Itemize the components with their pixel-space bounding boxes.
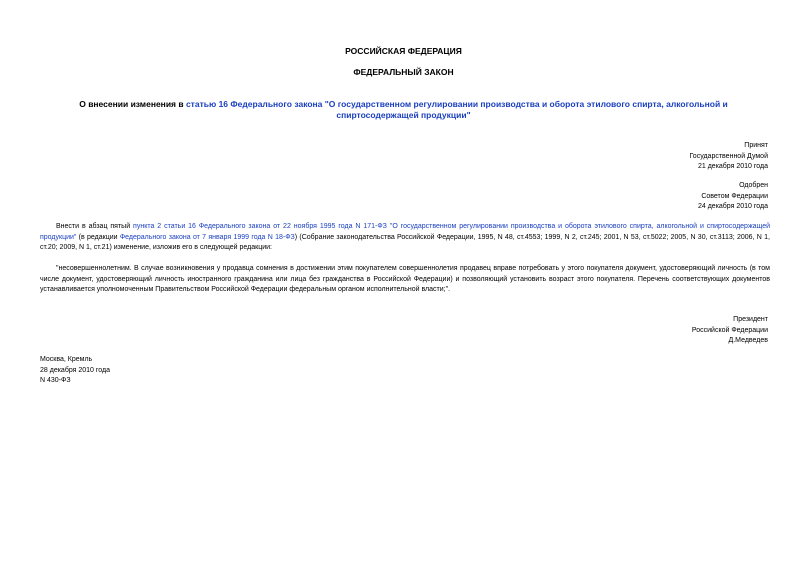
- signature-country: Российской Федерации: [691, 326, 768, 334]
- signature-block: [692, 315, 768, 347]
- law-title-prefix: О внесении изменения в: [79, 99, 186, 109]
- law-title: [40, 99, 767, 121]
- adopted-block: [689, 141, 768, 173]
- federation-heading: РОССИЙСКАЯ ФЕДЕРАЦИЯ: [345, 46, 462, 56]
- article-link[interactable]: пункта 2 статьи 16 Федерального закона от 22 ноября 1995 года N 171-ФЗ "О государственном регулировании производства и оборота этилового спирта, алкогольной и спиртосодержащей продукции": [40, 223, 771, 241]
- approved-word: Одобрен: [739, 182, 768, 189]
- new-wording-paragraph: "несовершеннолетним. В случае возникновения у продавца сомнения в достижении этим покупателем совершеннолетия продавец вправе потребовать у этого покупателя документ, удостоверяющий личность (в том числе документ, удостоверяющий личность иностранного гражданина или лица без гражданства в Российской Федерации) и позволяющий установить возраст этого покупателя. Перечень соответствующих документов устанавливается уполномоченным Правительством Российской Федерации федеральным органом исполнительной власти;".: [40, 265, 770, 293]
- approved-body: Советом Федерации: [701, 192, 768, 200]
- adopted-body: Государственной Думой: [689, 152, 768, 160]
- amending-law-link[interactable]: Федерального закона от 7 января 1999 года N 18-ФЗ: [119, 233, 295, 241]
- adopted-date: 21 декабря 2010 года: [697, 163, 768, 170]
- signature-role: Президент: [733, 316, 768, 323]
- amendment-text-a: Внести в абзац пятый: [56, 223, 134, 230]
- adopted-word: Принят: [744, 142, 768, 149]
- law-title-link[interactable]: статью 16 Федерального закона "О государственном регулировании производства и оборота этилового спирта, алкогольной и спиртосодержащей продукции": [185, 99, 728, 120]
- approved-date: 24 декабря 2010 года: [697, 203, 768, 210]
- footer-place: Москва, Кремль: [40, 356, 93, 363]
- amendment-text-b: (в редакции: [76, 233, 120, 241]
- footer-date: 28 декабря 2010 года: [40, 366, 111, 374]
- law-type-heading: ФЕДЕРАЛЬНЫЙ ЗАКОН: [353, 67, 454, 77]
- amendment-text-c: ) (Собрание законодательства Российской Федерации, 1995, N 48, ст.4553; 1999, N 2, ст.245; 2001, N 53, ст.5022; 2005, N 30, ст.3113; 2006, N 1, ст.20; 2009, N 1, ст.21) изменение, изложив его в следующей редакции:: [40, 233, 770, 251]
- approved-block: [698, 181, 768, 213]
- footer-block: [40, 355, 110, 387]
- amendment-paragraph: [40, 222, 770, 254]
- footer-number: N 430-ФЗ: [40, 377, 71, 384]
- signature-name: Д.Медведев: [728, 337, 768, 344]
